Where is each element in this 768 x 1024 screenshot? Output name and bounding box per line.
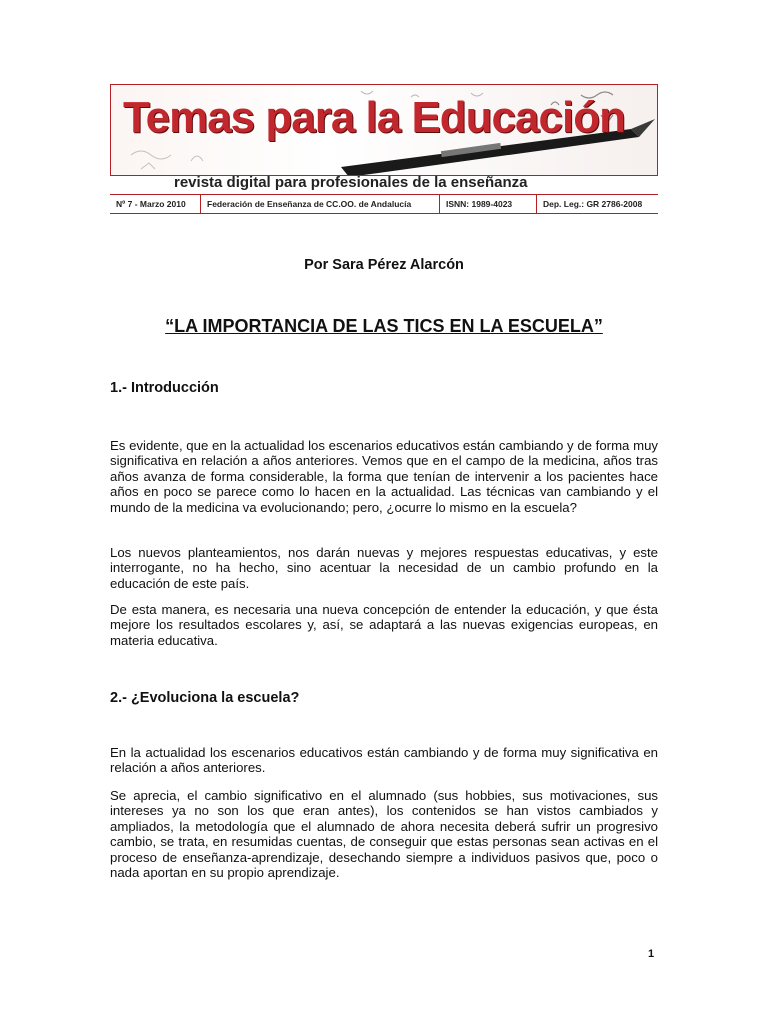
masthead	[110, 84, 658, 216]
page-number: 1	[648, 948, 655, 960]
paragraph: En la actualidad los escenarios educativos están cambiando y de forma muy significativa en relación a años anteriores.	[110, 745, 658, 776]
legal-deposit: Dep. Leg.: GR 2786-2008	[536, 195, 648, 213]
paragraph: Se aprecia, el cambio significativo en el alumnado (sus hobbies, sus motivaciones, sus intereses ya no son los que eran antes), los contenidos se han vistos cambiados y ampliados, la metodología que el alumnado de ahora necesita deberá sufrir un progresivo cambio, se trata, en resumidas cuentas, de conseguir que estas personas sean activas en el proceso de enseñanza-aprendizaje, desechando siempre a individuos pasivos que, poco o nada aportan en su propio aprendizaje.	[110, 788, 658, 881]
section-heading: 1.- Introducción	[110, 380, 219, 396]
masthead-title: Temas para la Educación	[123, 93, 625, 142]
paragraph: Los nuevos planteamientos, nos darán nuevas y mejores respuestas educativas, y este interrogante, no ha hecho, sino acentuar la necesidad de un cambio profundo en la educación de este país.	[110, 545, 658, 591]
masthead-banner	[110, 84, 658, 176]
paragraph: De esta manera, es necesaria una nueva concepción de entender la educación, y que ésta mejore los resultados escolares y, así, se adaptará a las nuevas exigencias europeas, en materia educativa.	[110, 602, 658, 648]
issn-number: ISNN: 1989-4023	[439, 195, 536, 213]
masthead-infobar	[110, 194, 658, 214]
article-title: “LA IMPORTANCIA DE LAS TICS EN LA ESCUELA”	[165, 316, 603, 336]
masthead-subtitle: revista digital para profesionales de la enseñanza	[174, 174, 528, 191]
federation-name: Federación de Enseñanza de CC.OO. de Andalucía	[200, 195, 439, 213]
article-author: Por Sara Pérez Alarcón	[304, 257, 464, 273]
issue-number: Nº 7 - Marzo 2010	[116, 199, 186, 209]
paragraph: Es evidente, que en la actualidad los escenarios educativos están cambiando y de forma muy significativa en relación a años anteriores. Vemos que en el campo de la medicina, años tras años avanza de forma considerable, la forma que tenían de intervenir a los pacientes hace años en poco se parece como lo hacen en la actualidad. Las técnicas van cambiando y el mundo de la medicina va evolucionando; pero, ¿ocurre lo mismo en la escuela?	[110, 438, 658, 515]
section-heading: 2.- ¿Evoluciona la escuela?	[110, 690, 300, 706]
